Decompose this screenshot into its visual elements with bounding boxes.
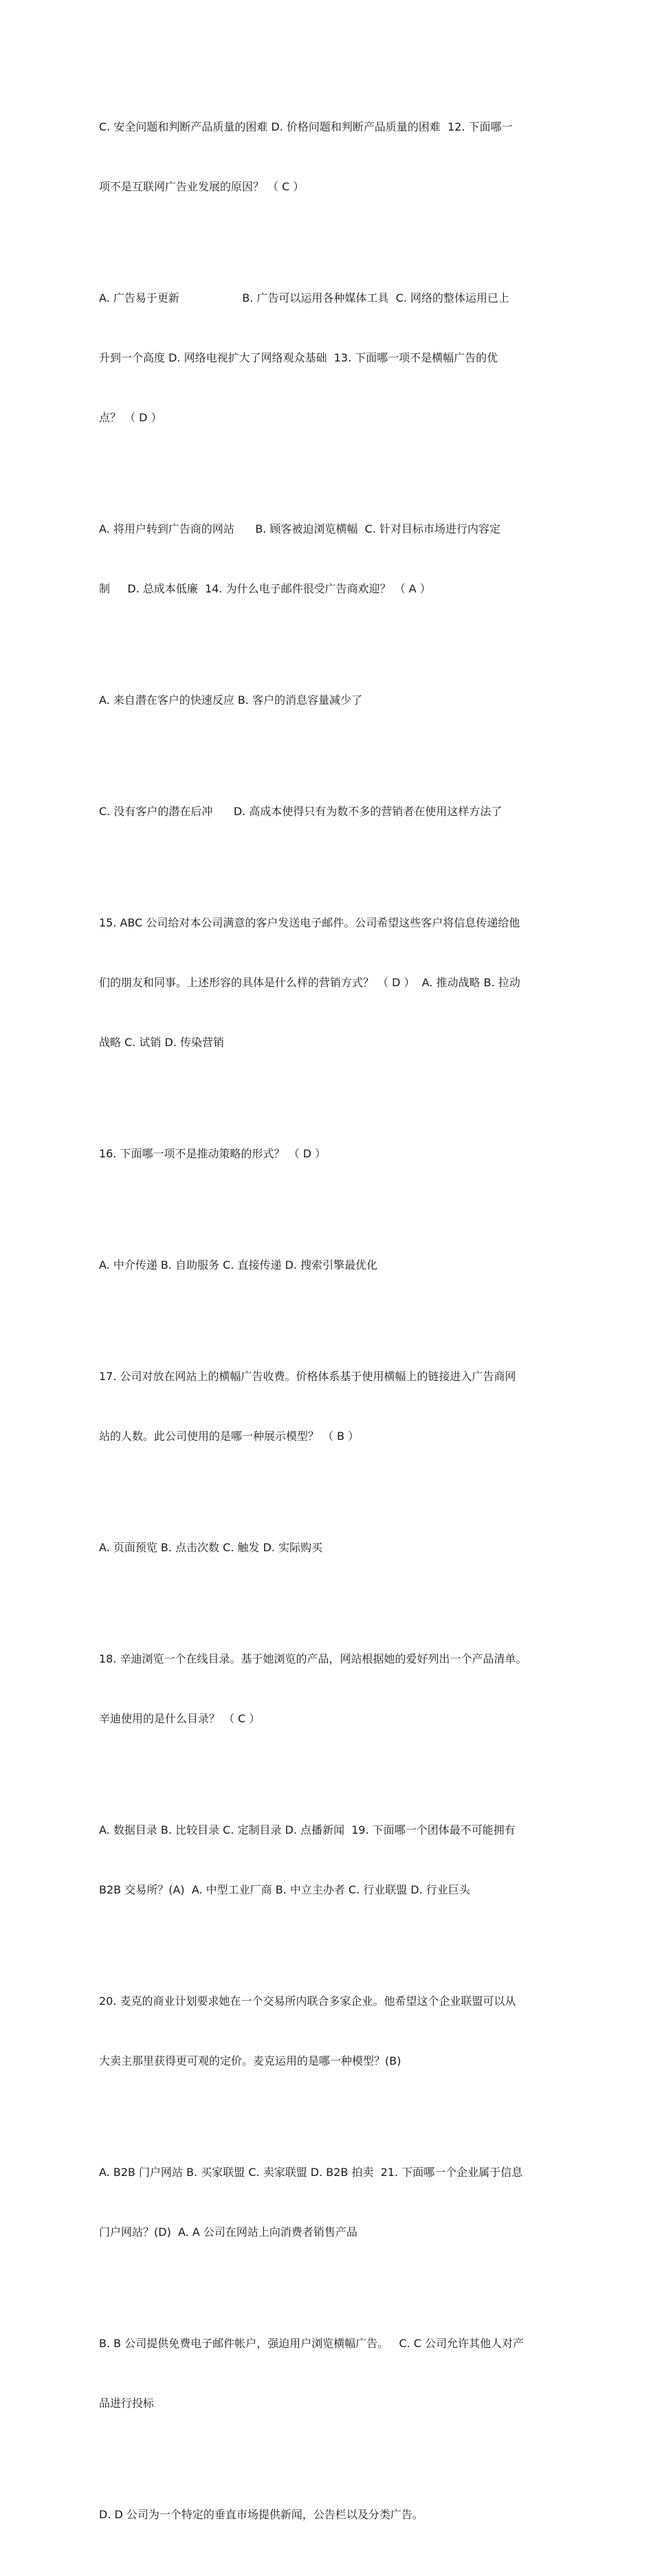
text-line: 15. ABC 公司给对本公司满意的客户发送电子邮件。公司希望这些客户将信息传递给他	[99, 916, 520, 929]
text-line: A. 来自潜在客户的快速反应 B. 客户的消息容量减少了	[99, 693, 363, 707]
text-line: 大卖主那里获得更可观的定价。麦克运用的是哪一种模型？(B)	[99, 2054, 401, 2067]
paragraph-q14-options-ab	[99, 650, 566, 750]
text-line: 17. 公司对放在网站上的横幅广告收费。价格体系基于使用横幅上的链接进入广告商网	[99, 1370, 516, 1383]
paragraph-q18-options-q19	[99, 1780, 566, 1940]
text-line: A. 中介传递 B. 自助服务 C. 直接传递 D. 搜索引擎最优化	[99, 1258, 378, 1272]
paragraph-q20-options-q21	[99, 2122, 566, 2282]
text-line: 品进行投标	[99, 2397, 155, 2410]
text-line: 们的朋友和同事。上述形容的具体是什么样的营销方式？ （ D ） A. 推动战略 B. 拉动	[99, 976, 520, 989]
paragraph-q17	[99, 1326, 566, 1486]
paragraph-q21-option-d	[99, 2465, 566, 2564]
text-line: 站的人数。此公司使用的是哪一种展示模型？ （ B ）	[99, 1430, 359, 1443]
paragraph-q16-options	[99, 1215, 566, 1315]
text-line: A. B2B 门户网站 B. 买家联盟 C. 卖家联盟 D. B2B 拍卖 21. 下面哪一个企业属于信息	[99, 2166, 523, 2179]
paragraph-q11-options-q12	[99, 77, 566, 236]
paragraph-q15	[99, 873, 566, 1092]
paragraph-q14-options-cd	[99, 762, 566, 861]
paragraph-q21-options-bc	[99, 2294, 566, 2453]
text-line: 战略 C. 试销 D. 传染营销	[99, 1036, 225, 1049]
text-line: 点？ （ D ）	[99, 411, 162, 424]
text-line: B2B 交易所？(A) A. 中型工业厂商 B. 中立主办者 C. 行业联盟 D. 行业巨头	[99, 1883, 470, 1896]
text-line: C. 安全问题和判断产品质量的困难 D. 价格问题和判断产品质量的困难 12. 下面哪一	[99, 120, 513, 133]
paragraph-q13-options-q14	[99, 479, 566, 639]
text-line: 16. 下面哪一项不是推动策略的形式？ （ D ）	[99, 1147, 326, 1160]
text-line: D. D 公司为一个特定的垂直市场提供新闻，公告栏以及分类广告。	[99, 2508, 423, 2521]
text-line: A. 页面预览 B. 点击次数 C. 触发 D. 实际购买	[99, 1541, 323, 1554]
text-line: 制 D. 总成本低廉 14. 为什么电子邮件很受广告商欢迎？ （ A ）	[99, 582, 431, 595]
paragraph-q20	[99, 1951, 566, 2111]
text-line: 项不是互联网广告业发展的原因？ （ C ）	[99, 180, 305, 193]
text-line: 18. 辛迪浏览一个在线目录。基于她浏览的产品，网站根据她的爱好列出一个产品清单。	[99, 1652, 527, 1665]
text-line: C. 没有客户的潜在后冲 D. 高成本使得只有为数不多的营销者在使用这样方法了	[99, 805, 502, 818]
paragraph-q17-options	[99, 1498, 566, 1597]
paragraph-q18	[99, 1609, 566, 1768]
text-line: 门户网站？(D) A. A 公司在网站上向消费者销售产品	[99, 2225, 357, 2239]
paragraph-q12-options-q13	[99, 248, 566, 467]
text-line: B. B 公司提供免费电子邮件帐户，强迫用户浏览横幅广告。 C. C 公司允许其他人对产	[99, 2337, 524, 2350]
document-body	[99, 77, 566, 2576]
text-line: A. 数据目录 B. 比较目录 C. 定制目录 D. 点播新闻 19. 下面哪一个团体最不可能拥有	[99, 1823, 516, 1836]
text-line: A. 广告易于更新 B. 广告可以运用各种媒体工具 C. 网络的整体运用已上	[99, 291, 510, 304]
paragraph-q16	[99, 1104, 566, 1203]
text-line: 20. 麦克的商业计划要求她在一个交易所内联合多家企业。他希望这个企业联盟可以从	[99, 1995, 516, 2008]
text-line: 辛迪使用的是什么目录？ （ C ）	[99, 1712, 261, 1725]
text-line: A. 将用户转到广告商的网站 B. 顾客被迫浏览横幅 C. 针对目标市场进行内容定	[99, 522, 501, 535]
text-line: 升到一个高度 D. 网络电视扩大了网络观众基础 13. 下面哪一项不是横幅广告的优	[99, 351, 498, 364]
